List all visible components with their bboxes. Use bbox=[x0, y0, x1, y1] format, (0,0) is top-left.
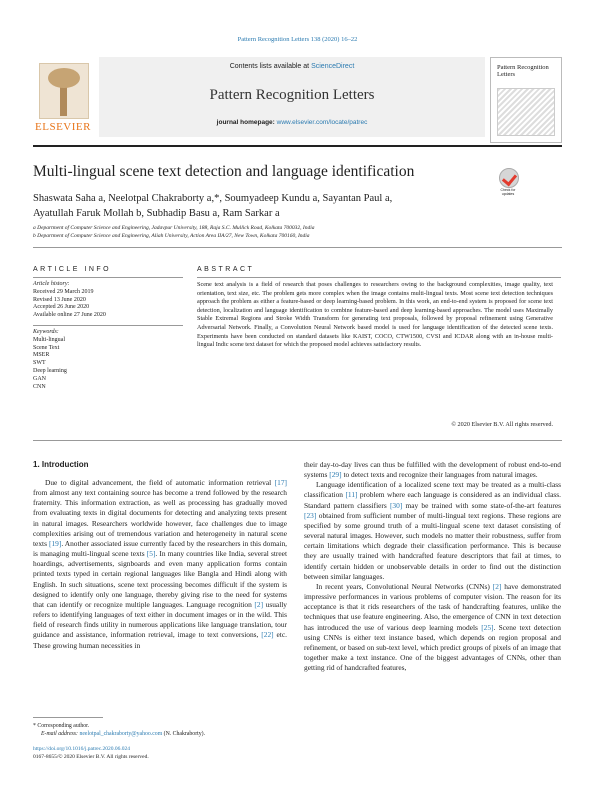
history-item: Received 29 March 2019 bbox=[33, 288, 94, 295]
abstract-heading: ABSTRACT bbox=[197, 266, 255, 273]
contents-line bbox=[99, 63, 485, 70]
keywords-label: Keywords: bbox=[33, 328, 59, 335]
keyword: Multi-lingual bbox=[33, 336, 65, 343]
email-link[interactable]: neelotpal_chakraborty@yahoo.com bbox=[79, 731, 163, 737]
journal-header bbox=[33, 57, 562, 143]
corresponding-author-footnote bbox=[33, 722, 293, 738]
section-heading-introduction: 1. Introduction bbox=[33, 460, 89, 469]
intro-paragraph: Due to digital advancement, the field of automatic information retrieval [17] from almost any text containing source has become a trend followed by the research fraternity. This information extraction, as well as processing has gradually moved from evaluating texts in digital documents for detecting and analyzing texts present in natural images. Researchers worldwide however, face challenges due to image complexities arising out of tremendous variation and heterogeneity in natural scene texts [19]. Another associated issue currently faced by the researchers in this domain, is managing multi-lingual scene texts [5]. In many countries like India, several street hoardings, advertisements, signboards and even many application forms contain printed texts typed in certain regional languages like Bangla and Hindi along with English. In such situations, scene text processing becomes difficult if the system is designed to identify only one language, thereby giving rise to the need for systems that can identify or recognize multiple languages. Language recognition [2] usually refers to identifying languages of text either in document images or in the wild. This field of research finds utility in numerous applications like language translation, tour guidance and assistance, information retrieval, image to text conversions, [22] etc. These growing human necessities in bbox=[33, 478, 288, 650]
footnote-corresponding bbox=[33, 722, 293, 730]
abstract-copyright: © 2020 Elsevier B.V. All rights reserved. bbox=[451, 421, 553, 428]
keyword: SWT bbox=[33, 360, 46, 367]
citation-link[interactable]: [2] bbox=[492, 581, 502, 591]
email-owner: (N. Chakraborty). bbox=[163, 731, 206, 737]
doi-link[interactable]: https://doi.org/10.1016/j.patrec.2020.06.024 bbox=[33, 746, 131, 752]
citation-link[interactable]: [2] bbox=[254, 599, 264, 609]
elsevier-tree-icon bbox=[39, 63, 89, 119]
homepage-line bbox=[99, 119, 485, 126]
check-for-updates-badge[interactable] bbox=[494, 168, 522, 196]
homepage-link[interactable]: www.elsevier.com/locate/patrec bbox=[276, 119, 368, 126]
badge-text: Check for updates bbox=[500, 188, 516, 196]
citation-link[interactable]: [19] bbox=[48, 538, 62, 548]
issn-copyright: 0167-8655/© 2020 Elsevier B.V. All rights reserved. bbox=[33, 753, 149, 760]
history-item: Available online 27 June 2020 bbox=[33, 312, 106, 319]
footnote-rule bbox=[33, 717, 103, 718]
article-info bbox=[33, 281, 183, 391]
keyword: Scene Text bbox=[33, 344, 60, 351]
keywords-rule bbox=[33, 325, 183, 326]
intro-paragraph: their day-to-day lives can thus be fulfilled with the development of robust end-to-end systems [29] to detect texts and recognize their languages from natural images. bbox=[304, 460, 561, 480]
affiliation-divider bbox=[33, 247, 562, 248]
citation-link[interactable]: [11] bbox=[345, 490, 358, 500]
intro-right-column bbox=[304, 460, 561, 673]
abstract-bottom-divider bbox=[33, 440, 562, 441]
citation-link[interactable]: [17] bbox=[274, 478, 287, 487]
affiliations bbox=[33, 224, 562, 240]
citation-link[interactable]: [22] bbox=[261, 630, 274, 640]
header-divider bbox=[33, 145, 562, 147]
keyword: MSER bbox=[33, 352, 50, 359]
page-footer bbox=[33, 746, 333, 761]
header-band bbox=[99, 57, 485, 137]
affiliation-a: a Department of Computer Science and Engineering, Jadavpur University, 188, Raja S.C. Mullick Road, Kolkata 700032, India bbox=[33, 225, 315, 231]
contents-prefix: Contents lists available at bbox=[229, 63, 310, 70]
citation-link[interactable]: [23] bbox=[304, 510, 317, 520]
footnote-email-line bbox=[33, 730, 293, 738]
authors-line-1: Shaswata Saha a, Neelotpal Chakraborty a,*, Soumyadeep Kundu a, Sayantan Paul a, bbox=[33, 193, 393, 204]
history-item: Revised 13 June 2020 bbox=[33, 296, 86, 303]
history-label: Article history: bbox=[33, 281, 70, 287]
article-title: Multi-lingual scene text detection and language identification bbox=[33, 163, 415, 180]
article-info-heading: ARTICLE INFO bbox=[33, 266, 112, 273]
intro-paragraph: In recent years, Convolutional Neural Networks (CNNs) [2] have demonstrated impressive performances in various problems of computer vision. The reason for its acceptance is that it rids researchers of the task of handcrafting features, unlike the techniques that use feature engineering. Also, the emergence of CNN in text detection has introduced the use of various deep learning models [25]. Scene text detection using CNNs is either text instance based, which depends on region proposal and refinement, or based on sub-text level, which predict groups of pixels of an image that together make a text instance. One of the biggest advantages of CNNs, other than getting rid of handcrafted features, bbox=[304, 581, 561, 673]
abstract-rule bbox=[197, 277, 561, 278]
article-info-rule bbox=[33, 277, 183, 278]
cover-title: Pattern Recognition Letters bbox=[497, 64, 549, 78]
homepage-prefix: journal homepage: bbox=[216, 119, 275, 126]
cover-image bbox=[497, 88, 555, 136]
author-list bbox=[33, 191, 483, 221]
intro-left-column bbox=[33, 478, 287, 651]
elsevier-logo bbox=[33, 59, 93, 139]
authors-line-2: Ayatullah Faruk Mollah b, Subhadip Basu a, Ram Sarkar a bbox=[33, 208, 280, 219]
footnote-label: Corresponding author. bbox=[37, 723, 90, 729]
keyword: Deep learning bbox=[33, 367, 67, 374]
intro-paragraph: Language identification of a localized scene text may be treated as a multi-class classification [11] problem where each language is considered as an individual class. Standard pattern classifiers [30] may be trained with some state-of-the-art features [23] obtained from sufficient number of multi-lingual text regions. These regions are specified by some ground truth of a multi-lingual scene text dataset consisting of several natural images. However, such models no matter their robustness, suffer from certain limitations which degrade their classification performance. This is because they are usually trained with handcrafted feature descriptors that fail at times, to identify certain hidden or unobservable details in order to find out the distinction between similar languages. bbox=[304, 480, 561, 581]
citation-link[interactable]: [29] bbox=[329, 470, 342, 480]
history-item: Accepted 26 June 2020 bbox=[33, 304, 90, 311]
journal-cover-thumbnail bbox=[490, 57, 562, 143]
journal-reference[interactable]: Pattern Recognition Letters 138 (2020) 16–22 bbox=[237, 36, 358, 43]
publisher-name: ELSEVIER bbox=[35, 121, 91, 133]
citation-link[interactable]: [30] bbox=[389, 500, 403, 510]
abstract-text: Scene text analysis is a field of research that poses challenges to researchers owing to the background complexities, image quality, text orientation, text size, etc. The problem gets more complex when the image contains multi-lingual texts. Most scene text detection techniques approach the problem as either a feature-based or deep learning-based problem. In this work, an end-to-end system is proposed for scene text detection, localization and language identification to combine feature-based and deep learning-based approaches. The model uses Maximally Stable Extremal Regions and Stroke Width Transform for generating text proposals, followed by proposal refinement using Generative Adversarial Network. Finally, a Convolution Neural Network based model is used for language identification of the detected scene texts. Experiments have been conducted on standard datasets like KAIST, COCO, CTW1500, CVSI and ICDAR along with an in-house multi-lingual Indic scene text dataset for which the proposed model achieves satisfactory results. bbox=[197, 281, 553, 349]
keyword: GAN bbox=[33, 375, 46, 382]
check-updates-icon bbox=[499, 168, 519, 188]
email-label: E-mail address: bbox=[41, 731, 78, 737]
citation-link[interactable]: [25] bbox=[481, 622, 494, 632]
affiliation-b: b Department of Computer Science and Engineering, Aliah University, Action Area IIA/27, New Town, Kolkata 700160, India bbox=[33, 233, 310, 239]
footnote-mark: * bbox=[33, 723, 36, 729]
keyword: CNN bbox=[33, 383, 46, 390]
sciencedirect-link[interactable]: ScienceDirect bbox=[311, 63, 355, 70]
journal-title: Pattern Recognition Letters bbox=[209, 87, 375, 103]
citation-link[interactable]: [5] bbox=[146, 549, 156, 559]
